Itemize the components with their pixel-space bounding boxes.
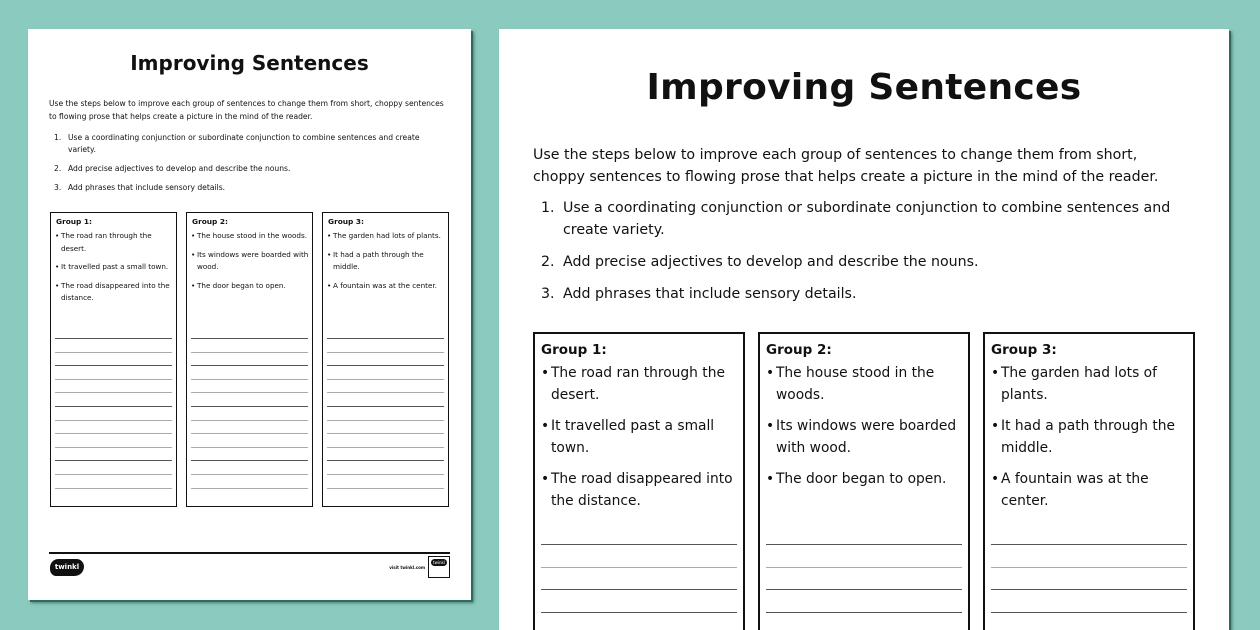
- sentence-text: Its windows were boarded with wood.: [197, 249, 309, 271]
- writing-line: [991, 612, 1187, 630]
- step-item: [541, 251, 1181, 273]
- writing-lines: [51, 338, 176, 501]
- steps-list: [54, 132, 434, 201]
- worksheet-intro: Use the steps below to improve each group of sentences to change them from short, choppy sentences to flowing prose that helps create a picture in the mind of the reader.: [533, 147, 1159, 185]
- writing-line: [327, 447, 444, 461]
- bullet-icon: •: [191, 280, 196, 290]
- writing-line: [55, 352, 172, 366]
- group-box-3: [983, 332, 1195, 630]
- step-number: 3.: [54, 183, 62, 192]
- writing-line: [327, 352, 444, 366]
- steps-list: [541, 197, 1181, 315]
- sentence-item: [991, 416, 1193, 459]
- writing-line: [327, 488, 444, 502]
- worksheet-preview-thumbnail: [28, 29, 471, 600]
- sentence-text: It travelled past a small town.: [551, 418, 715, 456]
- bullet-icon: •: [327, 231, 332, 240]
- sentence-text: The garden had lots of plants.: [333, 231, 441, 240]
- writing-line: [55, 338, 172, 352]
- writing-line: [191, 488, 308, 502]
- sentence-text: A fountain was at the center.: [1001, 471, 1149, 509]
- bullet-icon: •: [991, 365, 1000, 381]
- writing-line: [191, 338, 308, 352]
- writing-line: [191, 379, 308, 393]
- group-box-2: [758, 332, 970, 630]
- group-box-1: [533, 332, 745, 630]
- bullet-icon: •: [55, 231, 60, 240]
- bullet-icon: •: [191, 249, 196, 259]
- group-title: Group 1:: [56, 217, 93, 226]
- group-box-2: [186, 212, 313, 507]
- footer-divider: [49, 552, 450, 554]
- sentence-item: [191, 249, 312, 274]
- writing-lines: [187, 338, 312, 501]
- group-title: Group 1:: [541, 342, 607, 358]
- writing-line: [991, 567, 1187, 590]
- sentence-text: The house stood in the woods.: [776, 365, 935, 403]
- writing-line: [191, 365, 308, 379]
- sentence-item: [766, 416, 968, 459]
- writing-line: [55, 447, 172, 461]
- bullet-icon: •: [766, 471, 775, 487]
- badge-logo: twinkl: [431, 559, 447, 566]
- step-text: Add precise adjectives to develop and describe the nouns.: [563, 254, 979, 270]
- sentence-text: The road disappeared into the distance.: [61, 280, 170, 302]
- sentence-list: [55, 230, 176, 305]
- worksheet-enlarged-view: [499, 29, 1229, 630]
- sentence-list: [541, 363, 743, 512]
- writing-line: [55, 420, 172, 434]
- sentence-text: It had a path through the middle.: [333, 249, 424, 271]
- group-title: Group 2:: [766, 342, 832, 358]
- sentence-item: [191, 280, 312, 293]
- writing-line: [191, 392, 308, 406]
- sentence-item: [327, 280, 448, 293]
- writing-line: [991, 589, 1187, 612]
- worksheet-title: Improving Sentences: [646, 67, 1082, 108]
- writing-line: [55, 460, 172, 474]
- writing-lines: [985, 544, 1193, 630]
- writing-line: [191, 420, 308, 434]
- writing-line: [191, 433, 308, 447]
- bullet-icon: •: [766, 418, 775, 434]
- footer-url: visit twinkl.com: [389, 565, 425, 570]
- sentence-item: [541, 363, 743, 406]
- sentence-item: [55, 230, 176, 255]
- writing-line: [191, 460, 308, 474]
- sentence-list: [327, 230, 448, 292]
- sentence-text: The road disappeared into the distance.: [551, 471, 733, 509]
- writing-line: [327, 433, 444, 447]
- writing-line: [766, 589, 962, 612]
- sentence-text: It travelled past a small town.: [61, 262, 169, 271]
- step-number: 3.: [541, 286, 555, 302]
- writing-line: [191, 352, 308, 366]
- writing-lines: [760, 544, 968, 630]
- writing-line: [191, 406, 308, 420]
- sentence-item: [55, 280, 176, 305]
- step-text: Add phrases that include sensory details.: [563, 286, 857, 302]
- group-title: Group 3:: [328, 217, 365, 226]
- writing-line: [55, 406, 172, 420]
- sentence-item: [541, 416, 743, 459]
- step-item: [541, 283, 1181, 305]
- writing-line: [766, 544, 962, 567]
- sentence-text: Its windows were boarded with wood.: [776, 418, 957, 456]
- sentence-text: The door began to open.: [197, 280, 286, 290]
- sentence-list: [766, 363, 968, 491]
- bullet-icon: •: [191, 231, 196, 240]
- writing-line: [541, 544, 737, 567]
- sentence-text: The house stood in the woods.: [197, 231, 307, 240]
- sentence-item: [541, 469, 743, 512]
- writing-line: [191, 474, 308, 488]
- sentence-text: The door began to open.: [776, 471, 947, 487]
- sentence-item: [327, 230, 448, 243]
- bullet-icon: •: [991, 418, 1000, 434]
- step-number: 2.: [541, 254, 555, 270]
- bullet-icon: •: [55, 280, 60, 290]
- step-item: [54, 163, 434, 175]
- writing-line: [55, 433, 172, 447]
- group-title: Group 2:: [192, 217, 229, 226]
- writing-line: [327, 460, 444, 474]
- sentence-list: [191, 230, 312, 292]
- writing-line: [541, 589, 737, 612]
- sentence-item: [55, 261, 176, 274]
- group-box-1: [50, 212, 177, 507]
- bullet-icon: •: [541, 418, 550, 434]
- writing-line: [766, 612, 962, 630]
- bullet-icon: •: [327, 280, 332, 290]
- writing-lines: [323, 338, 448, 501]
- group-title: Group 3:: [991, 342, 1057, 358]
- writing-line: [541, 612, 737, 630]
- writing-line: [327, 392, 444, 406]
- writing-line: [541, 567, 737, 590]
- writing-line: [327, 338, 444, 352]
- step-number: 1.: [54, 133, 62, 142]
- step-text: Add phrases that include sensory details.: [68, 183, 226, 192]
- writing-line: [327, 365, 444, 379]
- sentence-item: [327, 249, 448, 274]
- writing-line: [55, 392, 172, 406]
- sentence-item: [991, 363, 1193, 406]
- sentence-text: It had a path through the middle.: [1001, 418, 1176, 456]
- writing-line: [991, 544, 1187, 567]
- step-text: Add precise adjectives to develop and describe the nouns.: [68, 164, 291, 173]
- writing-line: [327, 420, 444, 434]
- bullet-icon: •: [541, 365, 550, 381]
- sentence-text: The road ran through the desert.: [61, 231, 152, 253]
- writing-line: [55, 488, 172, 502]
- worksheet-title: Improving Sentences: [130, 51, 369, 75]
- step-text: Use a coordinating conjunction or subordinate conjunction to combine sentences and create variety.: [563, 200, 1171, 238]
- group-box-3: [322, 212, 449, 507]
- writing-line: [191, 447, 308, 461]
- sentence-item: [191, 230, 312, 243]
- step-number: 2.: [54, 164, 62, 173]
- writing-line: [55, 365, 172, 379]
- sentence-item: [991, 469, 1193, 512]
- sentence-text: The garden had lots of plants.: [1001, 365, 1157, 403]
- worksheet-intro: Use the steps below to improve each group of sentences to change them from short, choppy sentences to flowing prose that helps create a picture in the mind of the reader.: [49, 99, 444, 121]
- step-item: [54, 182, 434, 194]
- writing-line: [766, 567, 962, 590]
- writing-line: [327, 474, 444, 488]
- writing-line: [327, 406, 444, 420]
- bullet-icon: •: [541, 471, 550, 487]
- sentence-text: A fountain was at the center.: [333, 280, 437, 290]
- bullet-icon: •: [327, 249, 332, 259]
- writing-line: [327, 379, 444, 393]
- twinkl-badge-icon: [428, 556, 450, 578]
- step-item: [54, 132, 434, 156]
- step-number: 1.: [541, 200, 555, 216]
- sentence-item: [766, 363, 968, 406]
- step-text: Use a coordinating conjunction or subordinate conjunction to combine sentences and create variety.: [68, 133, 420, 154]
- sentence-list: [991, 363, 1193, 512]
- bullet-icon: •: [766, 365, 775, 381]
- writing-line: [55, 379, 172, 393]
- sentence-text: The road ran through the desert.: [551, 365, 725, 403]
- twinkl-logo-icon: twinkl: [50, 559, 84, 576]
- sentence-item: [766, 469, 968, 491]
- step-item: [541, 197, 1181, 241]
- bullet-icon: •: [991, 471, 1000, 487]
- writing-line: [55, 474, 172, 488]
- bullet-icon: •: [55, 262, 60, 271]
- writing-lines: [535, 544, 743, 630]
